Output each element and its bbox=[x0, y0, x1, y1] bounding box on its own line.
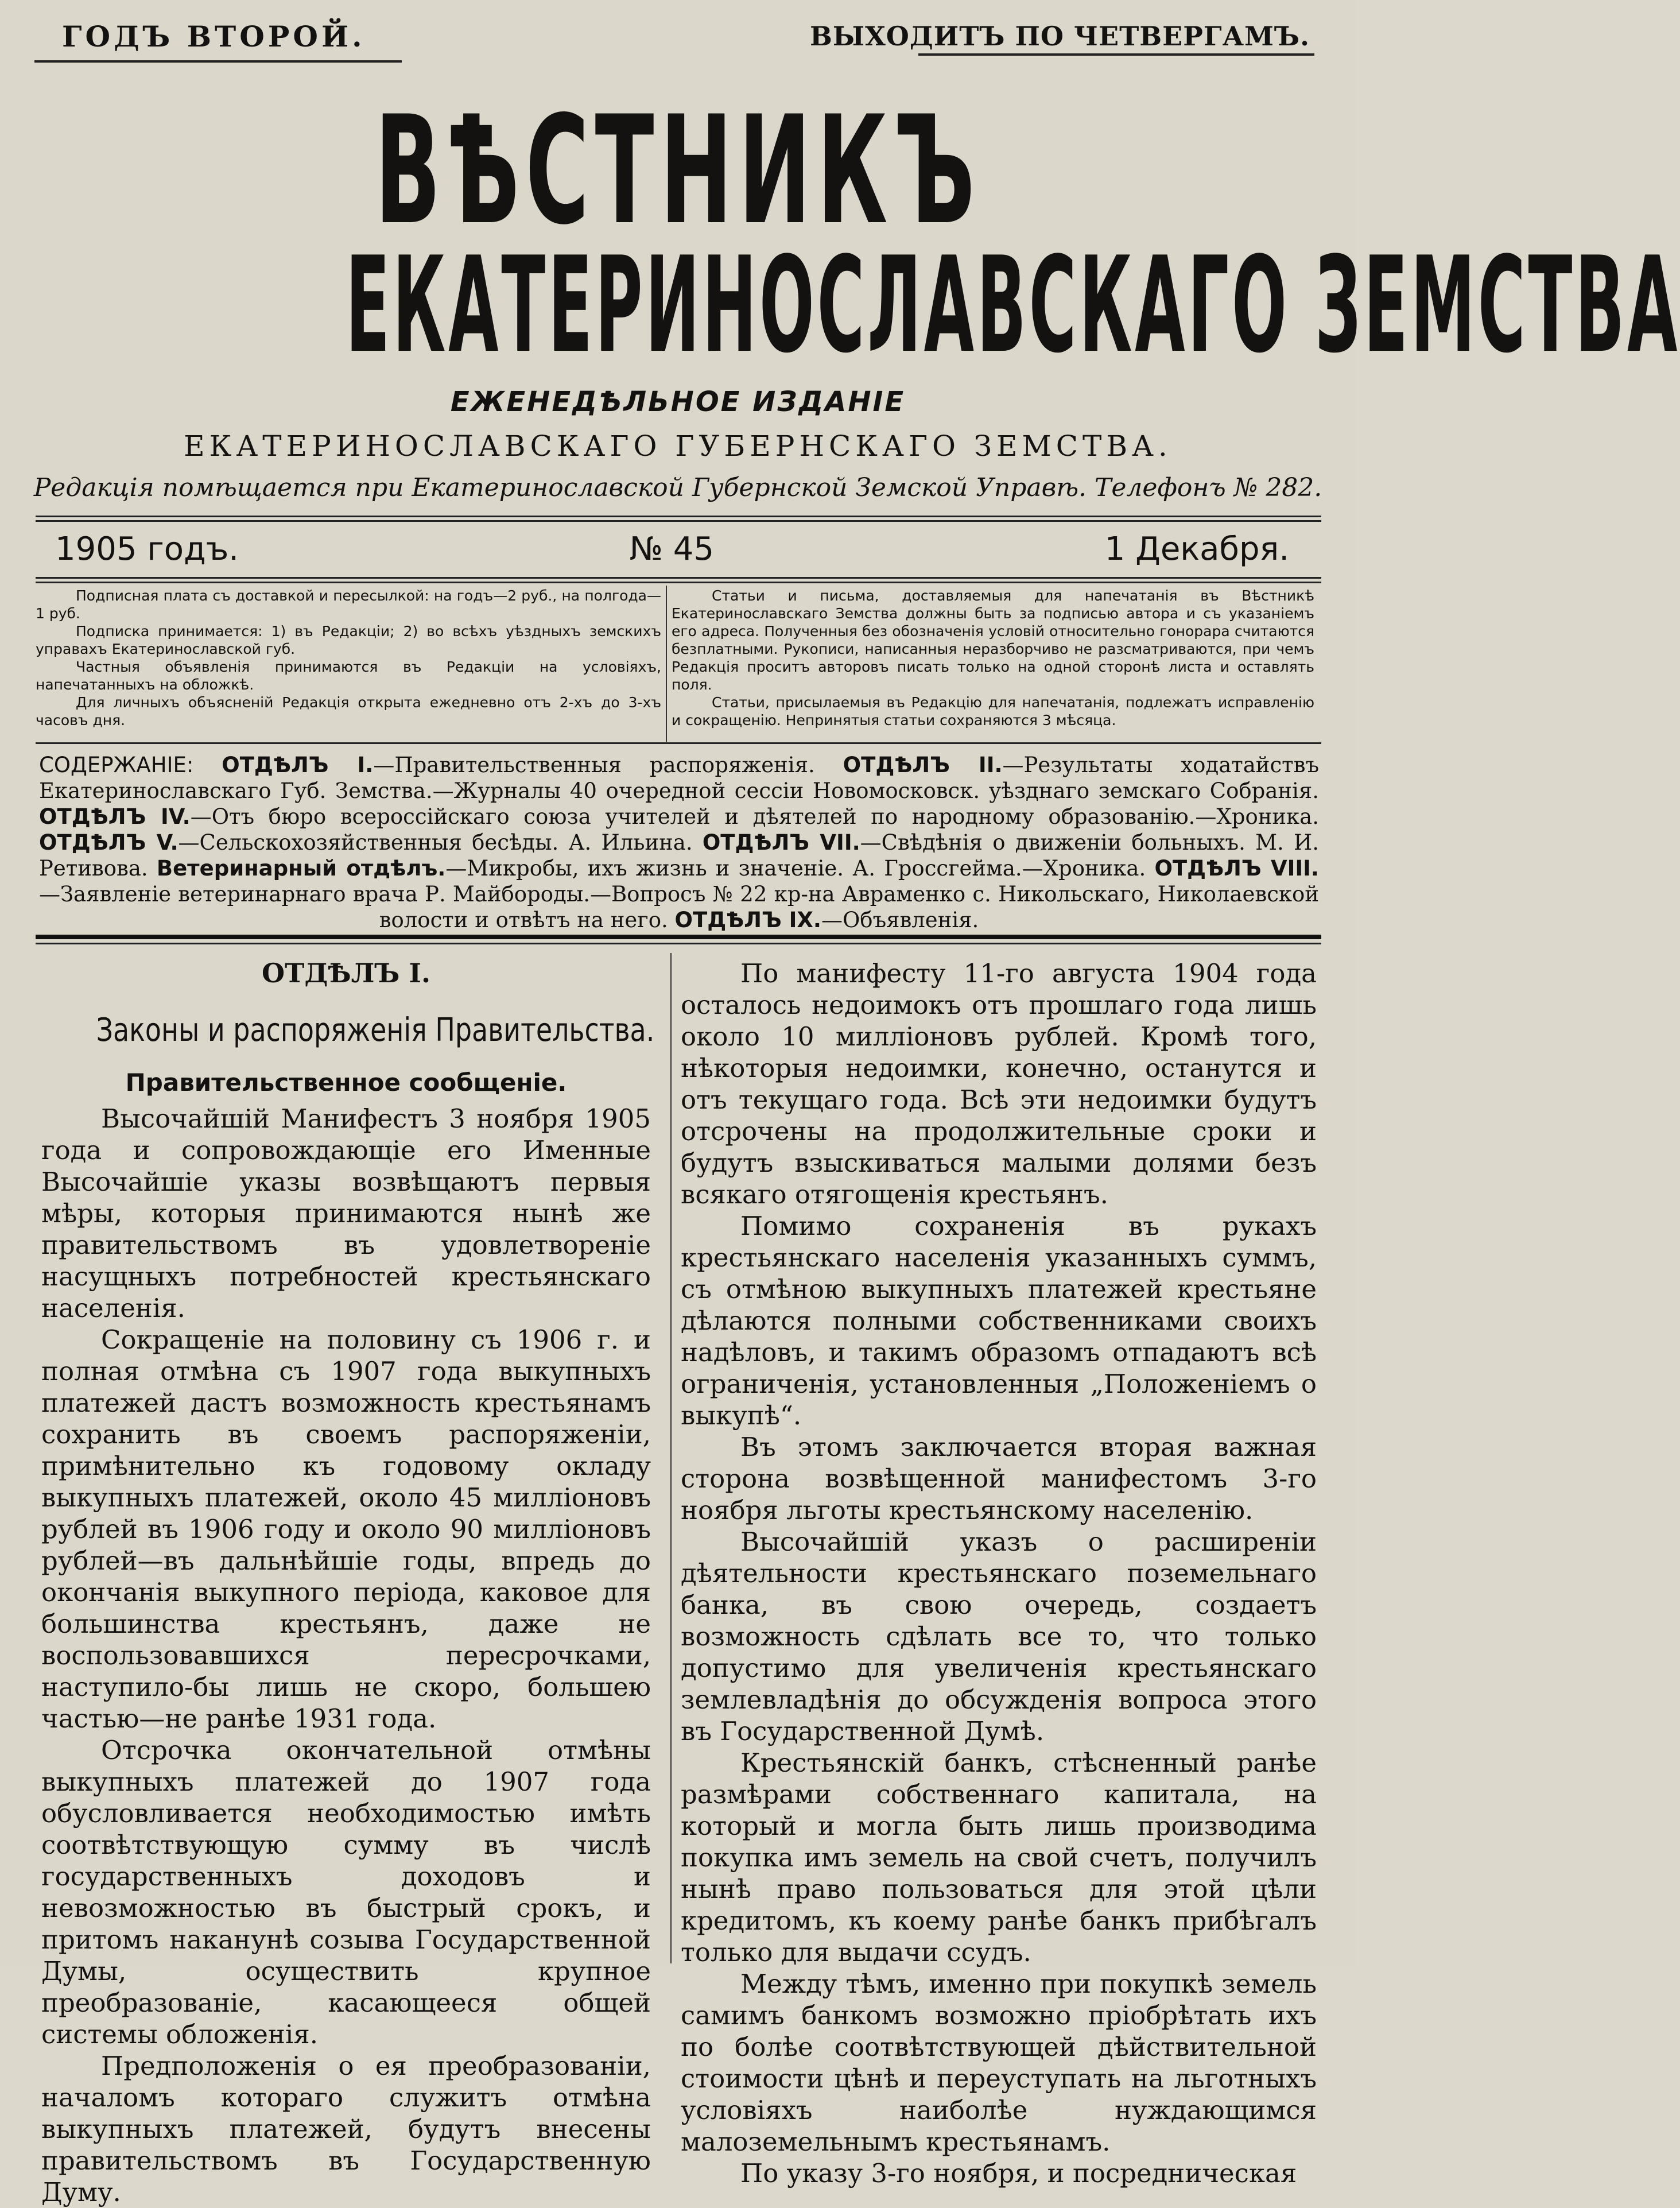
info-paragraph: Частныя объявленія принимаются въ Редакціи на условіяхъ, напечатанныхъ на обложкѣ. bbox=[36, 658, 661, 693]
double-rule-bottom bbox=[36, 577, 1321, 579]
contents-section: ОТДѢЛЪ VIII. bbox=[1154, 856, 1319, 881]
double-rule-top-2 bbox=[36, 520, 1321, 522]
double-rule-bottom-2 bbox=[36, 582, 1321, 583]
article-column-left bbox=[41, 958, 655, 2208]
article-heading: Законы и распоряженія Правительства. bbox=[96, 1012, 655, 1049]
year-label: ГОДЪ ВТОРОЙ. bbox=[62, 19, 366, 53]
body-paragraph: Крестьянскій банкъ, стѣсненный ранѣе размѣрами собственнаго капитала, на который и могла быть лишь производима покупка имъ земель на свой счетъ, получилъ нынѣ право пользоваться для этой цѣли кредитомъ, къ коему ранѣе банкъ прибѣгалъ только для выдачи ссудъ. bbox=[681, 1748, 1317, 1967]
contents-section: ОТДѢЛЪ II. bbox=[843, 753, 1003, 777]
body-paragraph: Помимо сохраненія въ рукахъ крестьянскаго населенія указанныхъ суммъ, съ отмѣною выкупныхъ платежей крестьяне дѣлаются полными собственниками своихъ надѣловъ, и такимъ образомъ отпадаютъ всѣ ограниченія, установленныя „Положеніемъ о выкупѣ“. bbox=[681, 1211, 1317, 1431]
body-paragraph: Высочайшій Манифестъ 3 ноября 1905 года и сопровождающіе его Именные Высочайшіе указы возвѣщаютъ первыя мѣры, которыя принимаются нынѣ же правительствомъ въ удовлетвореніе насущныхъ потребностей крестьянскаго населенія. bbox=[41, 1103, 651, 1323]
contents-text: —Отъ бюро всероссійскаго союза учителей и дѣятелей по народному образованію.—Хроника. bbox=[190, 804, 1319, 829]
heavy-rule bbox=[36, 935, 1321, 939]
contents-text: —Результаты ходатайствъ Екатеринославскаго Губ. Земства.—Журналы 40 очередной сессіи Новомосковск. уѣзднаго земскаго Собранія. bbox=[39, 753, 1320, 803]
subscription-info bbox=[36, 587, 661, 742]
body-paragraph: Между тѣмъ, именно при покупкѣ земель самимъ банкомъ возможно пріобрѣтать ихъ по болѣе соотвѣтствующей дѣйствительной стоимости цѣнѣ и переуступать на льготныхъ условіяхъ наиболѣе нуждающимся малоземельнымъ крестьянамъ. bbox=[681, 1969, 1317, 2157]
masthead-title: ВѢСТНИКЪ bbox=[374, 84, 981, 258]
contents-text: —Объявленія. bbox=[821, 908, 979, 932]
body-paragraph: По манифесту 11-го августа 1904 года осталось недоимокъ отъ прошлаго года лишь около 10 милліоновъ рублей. Кромѣ того, нѣкоторыя недоимки, конечно, останутся и отъ текущаго года. Всѣ эти недоимки будутъ отсрочены на продолжительные сроки и будутъ взыскиваться малыми долями безъ всякаго отягощенія крестьянъ. bbox=[681, 958, 1317, 1210]
info-paragraph: Статьи, присылаемыя въ Редакцію для напечатанія, подлежатъ исправленію и сокращенію. Непринятыя статьи сохраняются 3 мѣсяца. bbox=[672, 694, 1314, 729]
masthead-subtitle: ЕКАТЕРИНОСЛАВСКАГО ЗЕМСТВА bbox=[346, 229, 1680, 382]
header-rule-right bbox=[918, 53, 1314, 56]
edition-type: ЕЖЕНЕДѢЛЬНОЕ ИЗДАНІЕ bbox=[450, 386, 906, 418]
body-paragraph: По указу 3-го ноября, и посредническая bbox=[740, 2158, 1297, 2188]
body-paragraph: Отсрочка окончательной отмѣны выкупныхъ платежей до 1907 года обусловливается необходимостью имѣть соотвѣтствующую сумму въ числѣ государственныхъ доходовъ и невозможностью въ быстрый срокъ, и притомъ наканунѣ созыва Государственной Думы, осуществить крупное преобразованіе, касающееся общей системы обложенія. bbox=[41, 1735, 651, 2050]
info-divider bbox=[666, 586, 667, 742]
column-divider bbox=[670, 953, 672, 1963]
contents-section: ОТДѢЛЪ IX. bbox=[674, 908, 821, 932]
schedule-label: ВЫХОДИТЪ ПО ЧЕТВЕРГАМЪ. bbox=[809, 21, 1310, 52]
info-paragraph: Подписная плата съ доставкой и пересылкой: на годъ—2 руб., на полгода—1 руб. bbox=[36, 587, 661, 622]
contents-label: СОДЕРЖАНІЕ: bbox=[39, 753, 194, 777]
info-paragraph: Подписка принимается: 1) въ Редакціи; 2) во всѣхъ уѣздныхъ земскихъ управахъ Екатеринославской губ. bbox=[36, 623, 661, 657]
contents-text: —Правительственныя распоряженія. bbox=[373, 753, 843, 777]
section-heading: ОТДѢЛЪ I. bbox=[262, 958, 430, 989]
double-rule-top bbox=[36, 516, 1321, 517]
thin-rule bbox=[36, 943, 1321, 944]
issue-date: 1 Декабря. bbox=[1104, 530, 1289, 568]
body-paragraph: Высочайшій указъ о расширеніи дѣятельности крестьянскаго поземельнаго банка, въ свою очередь, создаетъ возможность сдѣлать все то, что только допустимо для увеличенія крестьянскаго землевладѣнія до обсужденія вопроса этого въ Государственной Думѣ. bbox=[681, 1527, 1317, 1746]
article-subheading: Правительственное сообщеніе. bbox=[125, 1068, 567, 1097]
body-paragraph: Предположенія о ея преобразованіи, началомъ котораго служитъ отмѣна выкупныхъ платежей, будутъ внесены правительствомъ въ Государственную Думу. bbox=[41, 2051, 651, 2207]
table-of-contents bbox=[39, 752, 1319, 933]
contents-section: Ветеринарный отдѣлъ. bbox=[156, 856, 446, 881]
contents-section: ОТДѢЛЪ I. bbox=[222, 753, 374, 777]
body-paragraph: Въ этомъ заключается вторая важная сторона возвѣщенной манифестомъ 3-го ноября льготы крестьянскому населенію. bbox=[681, 1432, 1317, 1525]
body-paragraph: Сокращеніе на половину съ 1906 г. и полная отмѣна съ 1907 года выкупныхъ платежей дастъ возможность крестьянамъ сохранить въ своемъ распоряженіи, примѣнительно къ годовому окладу выкупныхъ платежей, около 45 милліоновъ рублей въ 1906 году и около 90 милліоновъ рублей—въ дальнѣйшіе годы, впредь до окончанія выкупного періода, каковое для большинства крестьянъ, даже не воспользовавшихся пересрочками, наступило-бы лишь не скоро, большею частью—не ранѣе 1931 года. bbox=[41, 1324, 651, 1734]
header-rule-left bbox=[34, 60, 402, 63]
info-rule bbox=[36, 742, 1321, 744]
editorial-note: Редакція помѣщается при Екатеринославской Губернской Земской Управѣ. Телефонъ № 282. bbox=[33, 473, 1322, 502]
contents-text: —Заявленіе ветеринарнаго врача Р. Майбороды.—Вопросъ № 22 кр-на Авраменко с. Никольскаго, Николаевской волости и отвѣтъ на него. bbox=[39, 882, 1319, 932]
article-column-right bbox=[681, 958, 1317, 2189]
contents-text: —Свѣдѣнія о движеніи больныхъ. М. И. Ретивова. bbox=[39, 830, 1319, 881]
info-paragraph: Статьи и письма, доставляемыя для напечатанія въ Вѣстникѣ Екатеринославскаго Земства должны быть за подписью автора и съ указаніемъ его адреса. Полученныя без обозначенія условій относительно гонорара считаются безплатными. Рукописи, написанныя неразборчиво не разсматриваются, при чемъ Редакція проситъ авторовъ писать только на одной сторонѣ листа и оставлять поля. bbox=[672, 587, 1314, 693]
submission-info bbox=[672, 587, 1314, 742]
info-paragraph: Для личныхъ объясненій Редакція открыта ежедневно отъ 2-хъ до 3-хъ часовъ дня. bbox=[36, 694, 661, 729]
contents-section: ОТДѢЛЪ VII. bbox=[702, 830, 860, 855]
issue-line bbox=[55, 526, 1289, 572]
publisher-line: ЕКАТЕРИНОСЛАВСКАГО ГУБЕРНСКАГО ЗЕМСТВА. bbox=[184, 429, 1172, 463]
contents-section: ОТДѢЛЪ V. bbox=[39, 830, 179, 855]
issue-year: 1905 годъ. bbox=[55, 530, 239, 568]
issue-number: № 45 bbox=[629, 530, 715, 568]
contents-section: ОТДѢЛЪ IV. bbox=[39, 804, 191, 829]
contents-text: —Сельскохозяйственныя бесѣды. А. Ильина. bbox=[178, 830, 703, 855]
contents-text: —Микробы, ихъ жизнь и значеніе. А. Гроссгейма.—Хроника. bbox=[445, 856, 1155, 881]
